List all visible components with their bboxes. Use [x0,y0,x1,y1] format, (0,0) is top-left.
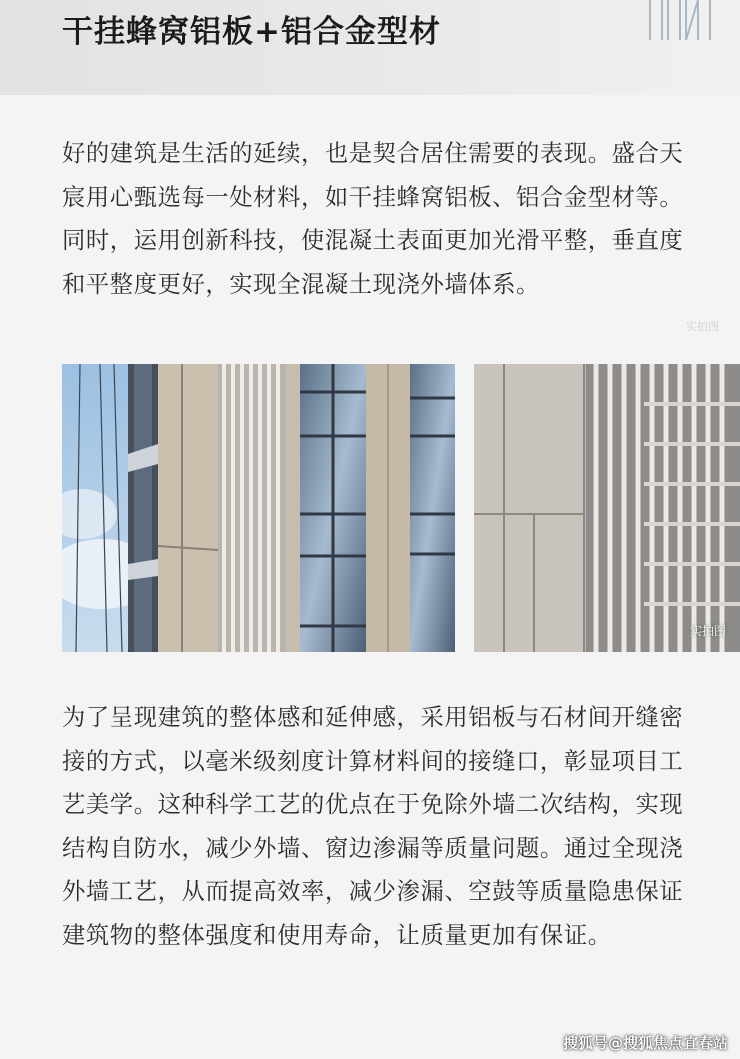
decorative-lines [646,0,716,42]
facade-photo-left [62,364,455,652]
body-paragraph: 为了呈现建筑的整体感和延伸感，采用铝板与石材间开缝密接的方式，以毫米级刻度计算材料间的接缝口，彰显项目工艺美学。这种科学工艺的优点在于免除外墙二次结构，实现结构自防水，减少外墙、窗边渗漏等质量问题。通过全现浇外墙工艺，从而提高效率，减少渗漏、空鼓等质量隐患保证建筑物的整体强度和使用寿命，让质量更加有保证。 [62,704,684,949]
intro-paragraph: 好的建筑是生活的延续，也是契合居住需要的表现。盛合天宸用心甄选每一处材料，如干挂蜂窝铝板、铝合金型材等。同时，运用创新科技，使混凝土表面更加光滑平整，垂直度和平整度更好，实现全混凝土现浇外墙体系。 [62,140,684,298]
source-watermark: 搜狐号@搜狐焦点宜春站 [562,1034,728,1052]
facade-photo-right [474,364,740,652]
page-title: 干挂蜂窝铝板+铝合金型材 [62,14,441,50]
photo-watermark: 实拍图 [686,320,719,333]
photo-caption: 实拍图 [689,624,726,638]
